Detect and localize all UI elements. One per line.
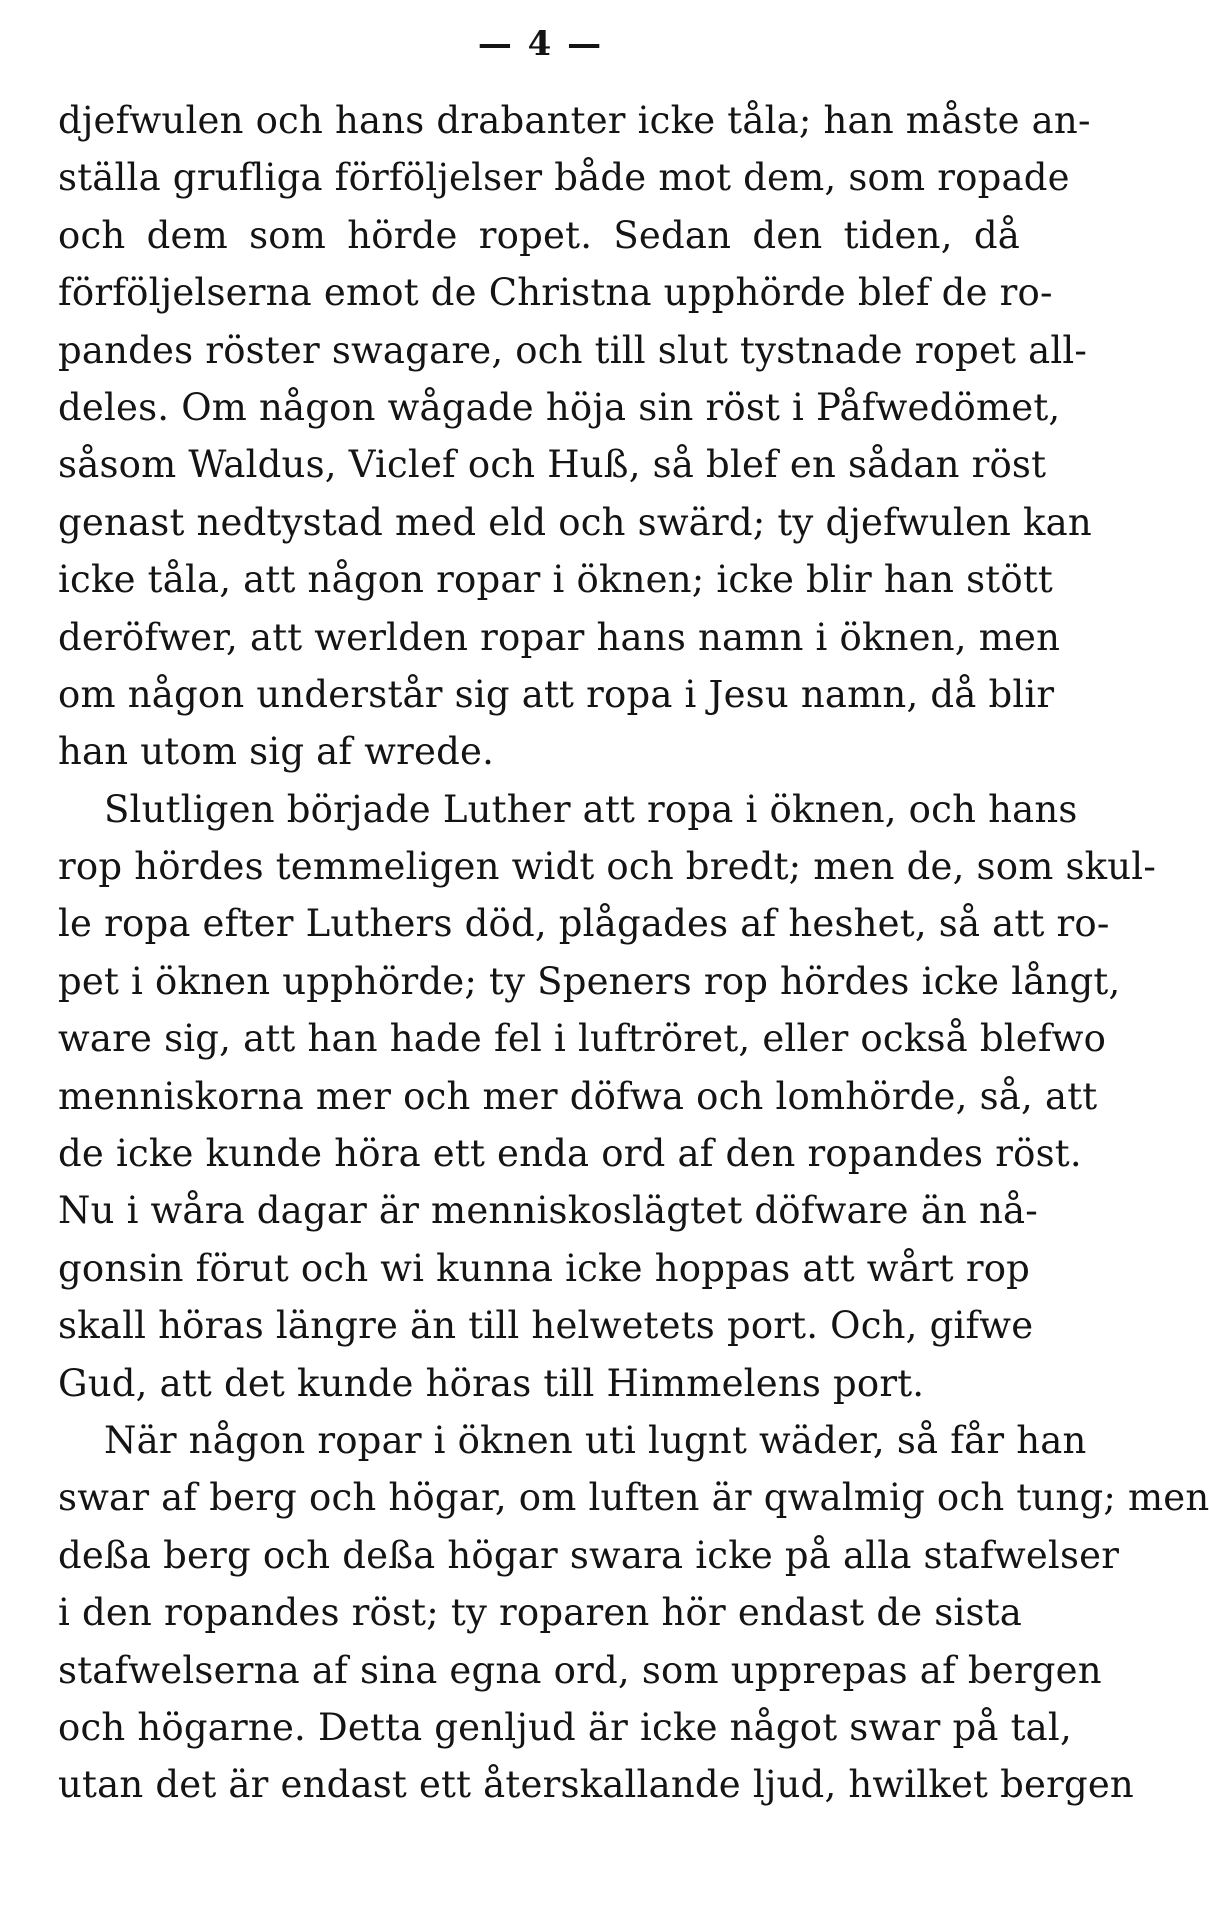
text-line: Slutligen började Luther att ropa i öknen, och hans: [104, 787, 1078, 831]
text-line: de icke kunde höra ett enda ord af den ropandes röst.: [58, 1132, 1082, 1176]
text-line: När någon ropar i öknen uti lugnt wäder, så får han: [104, 1418, 1087, 1462]
text-line: om någon understår sig att ropa i Jesu namn, då blir: [58, 672, 1055, 716]
paragraph-1: [58, 92, 1092, 781]
text-line: pandes röster swagare, och till slut tystnade ropet all-: [58, 328, 1088, 372]
text-line: icke tåla, att någon ropar i öknen; icke blir han stött: [58, 558, 1053, 602]
text-line: ware sig, att han hade fel i luftröret, eller också blefwo: [58, 1017, 1107, 1061]
text-line: pet i öknen upphörde; ty Speners rop hördes icke långt,: [58, 959, 1121, 1003]
body-text: [58, 92, 1209, 1814]
text-line: Nu i wåra dagar är menniskoslägtet döfware än nå-: [58, 1189, 1038, 1233]
text-line: förföljelserna emot de Christna upphörde blef de ro-: [58, 271, 1053, 315]
text-line: i den ropandes röst; ty roparen hör endast de sista: [58, 1591, 1023, 1635]
text-line: swar af berg och högar, om luften är qwalmig och tung; men: [58, 1476, 1209, 1520]
text-line: Gud, att det kunde höras till Himmelens port.: [58, 1361, 925, 1405]
text-line: deßa berg och deßa högar swara icke på alla stafwelser: [58, 1533, 1120, 1577]
text-line: gonsin förut och wi kunna icke hoppas att wårt rop: [58, 1246, 1031, 1290]
text-line: ställa grufliga förföljelser både mot dem, som ropade: [58, 156, 1070, 200]
text-line: utan det är endast ett återskallande ljud, hwilket bergen: [58, 1763, 1134, 1807]
text-line: såsom Waldus, Viclef och Huß, så blef en sådan röst: [58, 443, 1047, 487]
paragraph-2: [58, 781, 1157, 1412]
paragraph-3: [58, 1412, 1209, 1814]
text-line: skall höras längre än till helwetets port. Och, gifwe: [58, 1304, 1034, 1348]
text-line: djefwulen och hans drabanter icke tåla; han måste an-: [58, 99, 1091, 142]
text-line: deröfwer, att werlden ropar hans namn i öknen, men: [58, 615, 1061, 659]
text-line: och dem som hörde ropet. Sedan den tiden, då: [58, 213, 1020, 257]
text-line: och högarne. Detta genljud är icke något swar på tal,: [58, 1705, 1072, 1749]
text-line: le ropa efter Luthers död, plågades af heshet, så att ro-: [58, 902, 1110, 946]
text-line: rop hördes temmeligen widt och bredt; men de, som skul-: [58, 845, 1157, 889]
text-line: deles. Om någon wågade höja sin röst i Påfwedömet,: [58, 385, 1061, 429]
text-line: stafwelserna af sina egna ord, som upprepas af bergen: [58, 1648, 1102, 1692]
text-line: menniskorna mer och mer döfwa och lomhörde, så, att: [58, 1074, 1098, 1118]
text-line: genast nedtystad med eld och swärd; ty djefwulen kan: [58, 500, 1092, 544]
text-line: han utom sig af wrede.: [58, 730, 495, 774]
page-number: — 4 —: [477, 24, 604, 64]
